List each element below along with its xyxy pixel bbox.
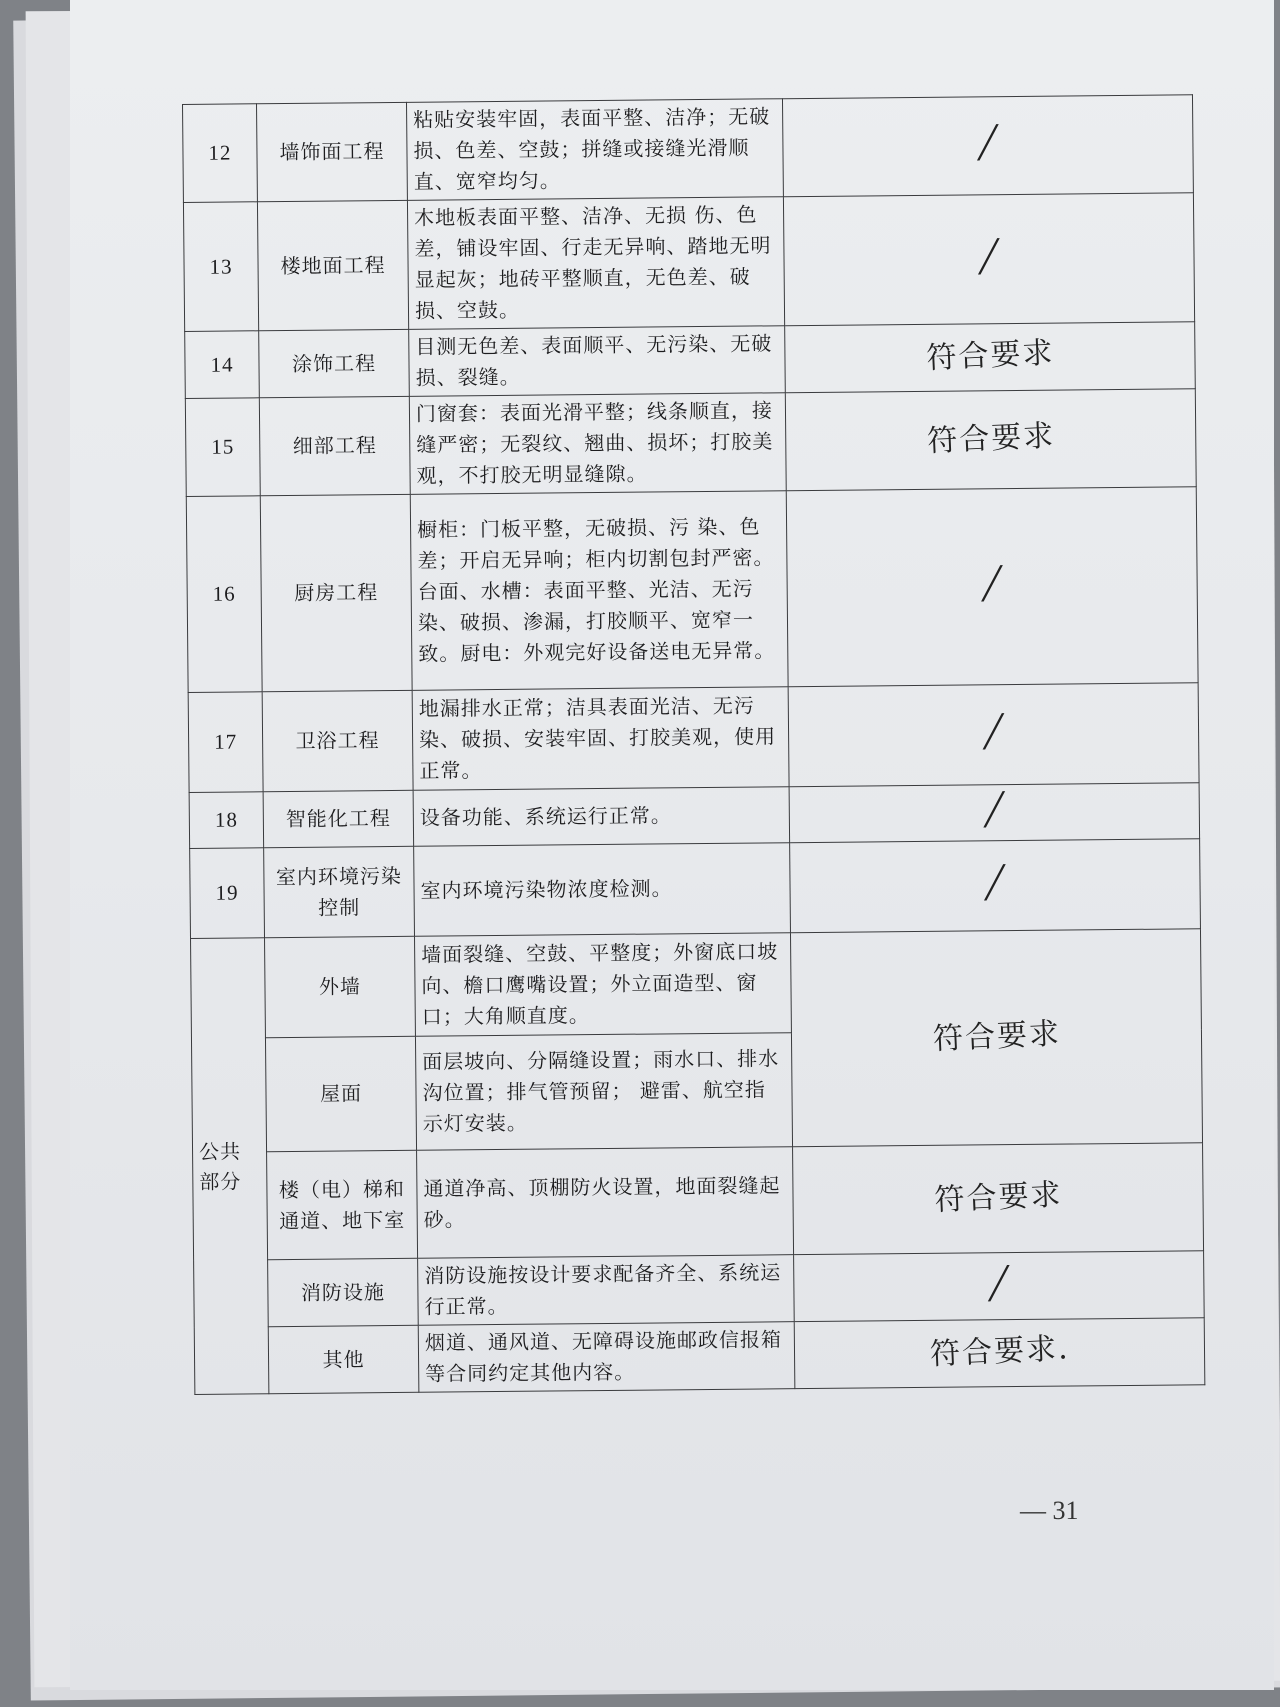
row-number: 16 <box>186 496 262 693</box>
item-requirement: 门窗套：表面光滑平整；线条顺直，接缝严密；无裂纹、翘曲、损坏；打胶美观，不打胶无明显缝隙。 <box>409 393 786 495</box>
page-number: — 31 <box>1020 1496 1079 1525</box>
table-row <box>186 487 1198 693</box>
inspection-table-wrapper <box>182 94 1204 1395</box>
row-number: 15 <box>185 398 260 497</box>
item-name: 屋面 <box>265 1036 416 1151</box>
row-number: 14 <box>185 331 260 399</box>
handwritten-result: 符合要求. <box>929 1331 1070 1373</box>
result-cell <box>782 95 1193 197</box>
inspection-table <box>182 94 1205 1395</box>
table-row <box>189 783 1199 849</box>
item-name: 智能化工程 <box>263 790 414 847</box>
document-page <box>70 0 1274 1690</box>
result-cell <box>785 389 1196 491</box>
item-name: 厨房工程 <box>260 494 412 691</box>
item-name: 外墙 <box>265 936 416 1037</box>
item-name: 墙饰面工程 <box>257 102 408 201</box>
result-cell <box>783 193 1194 326</box>
row-number: 12 <box>183 104 258 203</box>
result-cell <box>790 839 1201 933</box>
result-cell <box>793 1143 1204 1255</box>
item-requirement: 橱柜：门板平整，无破损、污 染、色差；开启无异响；柜内切割包封严密。台面、水槽：表面平整、光洁、无污染、破损、渗漏，打胶顺平、宽窄一致。厨电：外观完好设备送电无异常。 <box>410 491 788 691</box>
item-name: 涂饰工程 <box>259 329 410 397</box>
item-name: 卫浴工程 <box>262 690 413 791</box>
row-number: 18 <box>189 792 264 849</box>
item-name: 消防设施 <box>268 1258 419 1326</box>
table-row <box>193 1143 1204 1261</box>
handwritten-result: / <box>979 705 1008 757</box>
handwritten-result: 符合要求 <box>931 1015 1062 1057</box>
item-name: 室内环境污染控制 <box>264 846 415 937</box>
table-row <box>190 839 1201 939</box>
handwritten-result: 符合要求 <box>926 417 1056 459</box>
handwritten-result: 符合要求 <box>933 1176 1063 1218</box>
result-cell <box>785 322 1196 393</box>
item-requirement: 室内环境污染物浓度检测。 <box>414 843 791 937</box>
table-row <box>183 95 1194 203</box>
row-number: 19 <box>190 848 265 939</box>
handwritten-result: / <box>974 116 1002 168</box>
handwritten-result: / <box>980 783 1008 835</box>
handwritten-result: / <box>978 557 1006 609</box>
table-row <box>185 389 1196 497</box>
row-number: 13 <box>183 202 258 332</box>
item-requirement: 地漏排水正常；洁具表面光洁、无污染、破损、安装牢固、打胶美观，使用正常。 <box>412 687 789 791</box>
item-requirement: 通道净高、顶棚防火设置，地面裂缝起砂。 <box>417 1147 794 1259</box>
item-requirement: 消防设施按设计要求配备齐全、系统运行正常。 <box>418 1255 795 1326</box>
table-row <box>191 929 1202 1039</box>
table-row <box>183 193 1194 332</box>
item-requirement: 木地板表面平整、洁净、无损 伤、色差，铺设牢固、行走无异响、踏地无明显起灰；地砖平整顺直，无色差、破损、空鼓。 <box>407 197 784 330</box>
item-requirement: 设备功能、系统运行正常。 <box>413 787 790 847</box>
result-cell <box>786 487 1198 687</box>
row-number: 17 <box>188 692 263 793</box>
item-name: 楼地面工程 <box>257 200 408 330</box>
table-row <box>185 322 1196 399</box>
item-name: 其他 <box>268 1325 419 1393</box>
public-area-group-label: 公共部分 <box>191 938 269 1395</box>
item-requirement: 面层坡向、分隔缝设置；雨水口、排水沟位置；排气管预留； 避雷、航空指示灯安装。 <box>415 1033 792 1151</box>
item-name: 楼（电）梯和通道、地下室 <box>267 1150 418 1259</box>
result-cell <box>790 929 1202 1147</box>
table-row <box>188 683 1199 793</box>
handwritten-result: 符合要求 <box>925 335 1055 377</box>
item-requirement: 目测无色差、表面顺平、无污染、无破损、裂缝。 <box>409 326 786 397</box>
result-cell <box>794 1318 1205 1389</box>
handwritten-result: / <box>975 229 1003 281</box>
result-cell <box>788 683 1199 787</box>
result-cell <box>794 1251 1205 1322</box>
item-name: 细部工程 <box>259 396 410 495</box>
handwritten-result: / <box>981 856 1009 908</box>
table-row <box>194 1318 1205 1395</box>
handwritten-result: / <box>985 1256 1013 1308</box>
item-requirement: 烟道、通风道、无障碍设施邮政信报箱等合同约定其他内容。 <box>418 1322 795 1393</box>
item-requirement: 粘贴安装牢固，表面平整、洁净；无破损、色差、空鼓；拼缝或接缝光滑顺直、宽窄均匀。 <box>406 99 783 201</box>
result-cell <box>789 783 1200 843</box>
item-requirement: 墙面裂缝、空鼓、平整度；外窗底口坡向、檐口鹰嘴设置；外立面造型、窗口；大角顺直度。 <box>415 933 792 1037</box>
table-row <box>194 1251 1205 1328</box>
